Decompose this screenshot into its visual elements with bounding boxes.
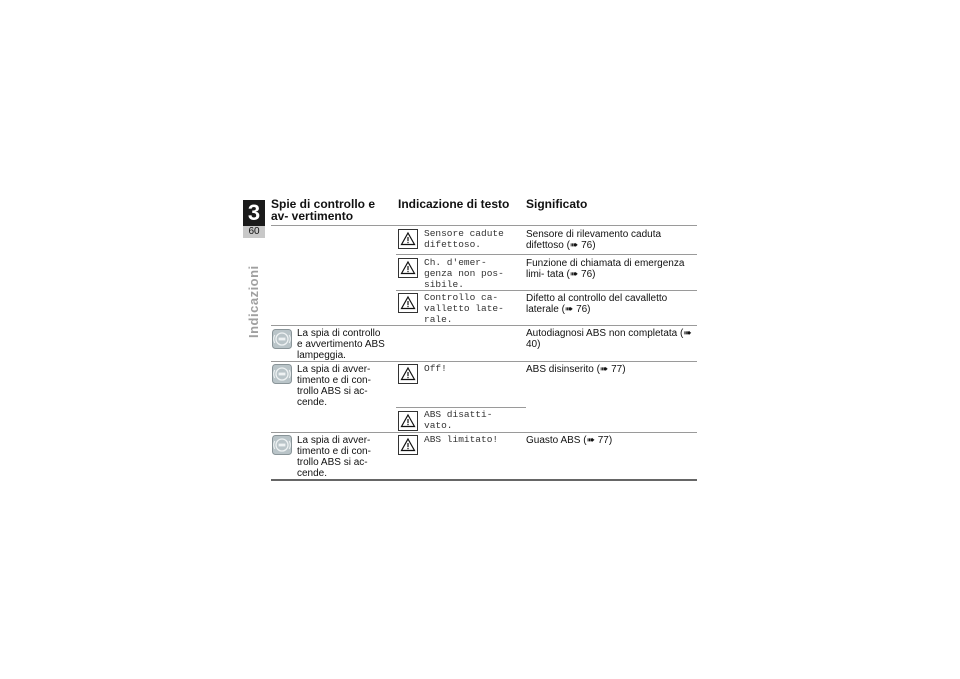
- text-indication: Ch. d'emer- genza non pos- sibile.: [424, 257, 504, 290]
- warning-triangle-icon: [398, 411, 418, 431]
- header-text: Indicazione di testo: [398, 197, 510, 211]
- table-rule: [271, 432, 697, 433]
- table-rule: [271, 361, 697, 362]
- meaning-text: Difetto al controllo del cavalletto laterale (➠ 76): [526, 293, 668, 315]
- meaning-text: Sensore di rilevamento caduta difettoso (➠ 76): [526, 229, 662, 251]
- meaning-text: Autodiagnosi ABS non completata (➠ 40): [526, 328, 692, 350]
- text-indication: ABS limitato!: [424, 434, 499, 445]
- header-lamps: Spie di controllo e av- vertimento: [271, 197, 376, 223]
- lamp-description: La spia di avver- timento e di con- trollo ABS si ac- cende.: [297, 435, 371, 479]
- meaning-text: ABS disinserito (➠ 77): [526, 364, 626, 375]
- warning-triangle-icon: [398, 293, 418, 313]
- meaning-text: Funzione di chiamata di emergenza limi- tata (➠ 76): [526, 258, 685, 280]
- text-indication: Sensore cadute difettoso.: [424, 228, 504, 250]
- table-rule: [396, 407, 526, 408]
- text-indication: Controllo ca- valletto late- rale.: [424, 292, 504, 325]
- table-rule: [271, 325, 697, 326]
- lamp-description: La spia di avver- timento e di con- trollo ABS si ac- cende.: [297, 364, 371, 408]
- warning-triangle-icon: [398, 435, 418, 455]
- text-indication: Off!: [424, 363, 447, 374]
- text-indication: ABS disatti- vato.: [424, 409, 493, 431]
- chapter-number: 3: [243, 200, 265, 226]
- warning-triangle-icon: [398, 229, 418, 249]
- lamp-description: La spia di controllo e avvertimento ABS lampeggia.: [297, 328, 385, 361]
- chapter-title: Indicazioni: [246, 265, 261, 338]
- abs-warning-lamp-icon: [272, 364, 292, 384]
- table-rule: [396, 254, 697, 255]
- table-bottom-rule: [271, 479, 697, 481]
- abs-warning-lamp-icon: [272, 435, 292, 455]
- meaning-text: Guasto ABS (➠ 77): [526, 435, 613, 446]
- warning-triangle-icon: [398, 258, 418, 278]
- warning-triangle-icon: [398, 364, 418, 384]
- page-number: 60: [243, 226, 265, 238]
- abs-warning-lamp-icon: [272, 329, 292, 349]
- table-rule: [271, 225, 697, 226]
- header-meaning: Significato: [526, 197, 588, 211]
- table-rule: [396, 290, 697, 291]
